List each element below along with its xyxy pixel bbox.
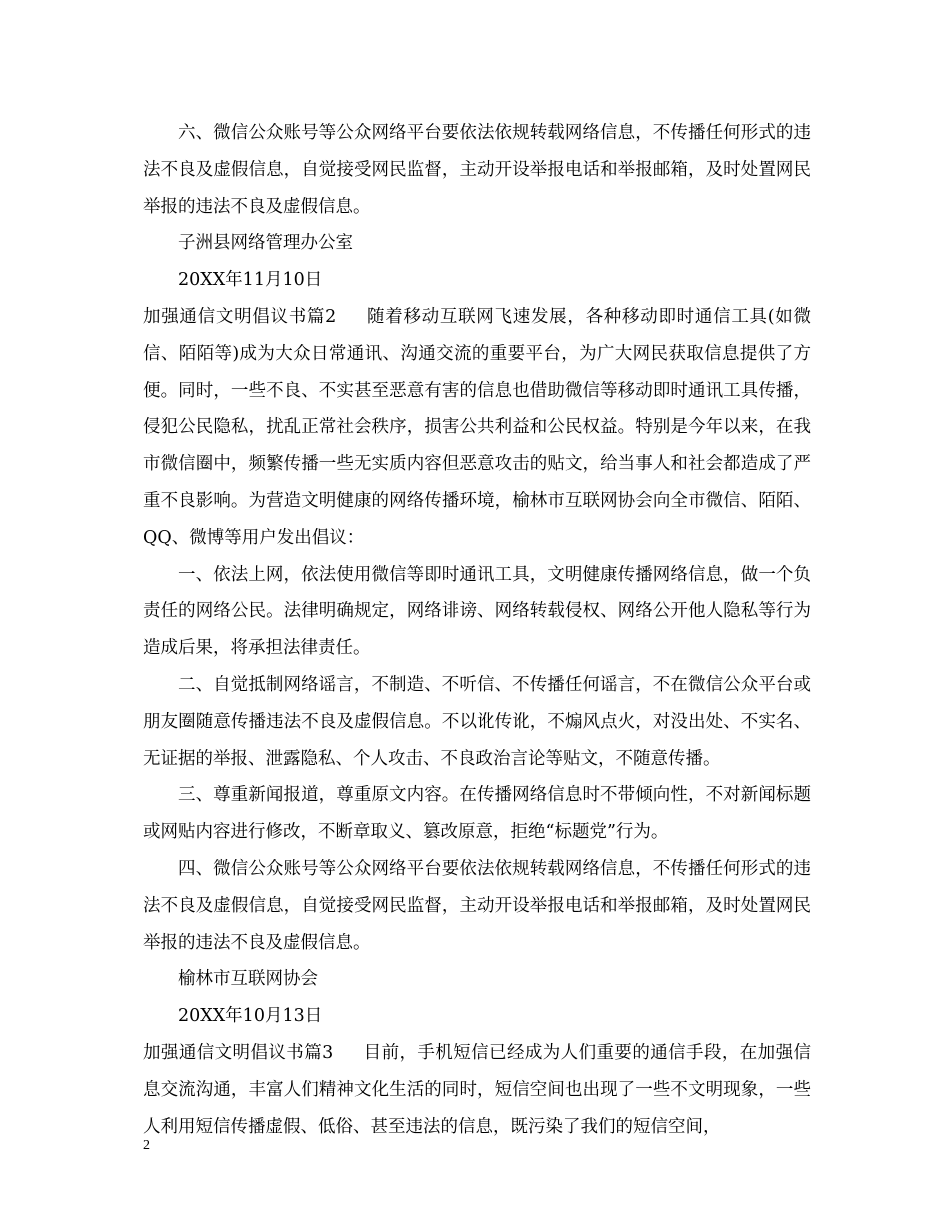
section-2-paragraph [143,299,811,557]
paragraph-item-3: 三、尊重新闻报道，尊重原文内容。在传播网络信息时不带倾向性，不对新闻标题或网贴内容进行修改，不断章取义、篡改原意，拒绝“标题党”行为。 [143,785,811,843]
date-line: 20XX年10月13日 [178,1006,323,1027]
section-heading: 加强通信文明倡议书篇2 [143,306,337,327]
paragraph-item-1: 一、依法上网，依法使用微信等即时通讯工具，文明健康传播网络信息，做一个负责任的网络公民。法律明确规定，网络诽谤、网络转载侵权、网络公开他人隐私等行为造成后果，将承担法律责任。 [143,564,811,659]
section-intro: 目前，手机短信已经成为人们重要的通信手段，在加强信息交流沟通，丰富人们精神文化生活的同时，短信空间也出现了一些不文明现象，一些人利用短信传播虚假、低俗、甚至违法的信息，既污染了我们的短信空间， [143,1042,812,1137]
signature-association: 榆林市互联网协会 [178,969,318,990]
paragraph-item-4: 四、微信公众账号等公众网络平台要依法依规转载网络信息，不传播任何形式的违法不良及虚假信息，自觉接受网民监督，主动开设举报电话和举报邮箱，及时处置网民举报的违法不良及虚假信息。 [143,858,811,953]
paragraph-item-2: 二、自觉抵制网络谣言，不制造、不听信、不传播任何谣言，不在微信公众平台或朋友圈随意传播违法不良及虚假信息。不以讹传讹，不煽风点火，对没出处、不实名、无证据的举报、泄露隐私、个人攻击、不良政治言论等贴文，不随意传播。 [143,674,811,769]
page-number: 2 [143,1138,150,1153]
signature-office: 子洲县网络管理办公室 [178,233,353,254]
date-line: 20XX年11月10日 [178,270,323,291]
document-body [143,115,811,1145]
section-3-paragraph [143,1035,811,1145]
section-intro: 随着移动互联网飞速发展，各种移动即时通信工具(如微信、陌陌等)成为大众日常通讯、沟通交流的重要平台，为广大网民获取信息提供了方便。同时，一些不良、不实甚至恶意有害的信息也借助微信等移动即时通讯工具传播，侵犯公民隐私，扰乱正常社会秩序，损害公共利益和公民权益。特别是今年以来，在我市微信圈中，频繁传播一些无实质内容但恶意攻击的贴文，给当事人和社会都造成了严重不良影响。为营造文明健康的网络传播环境，榆林市互联网协会向全市微信、陌陌、QQ、微博等用户发出倡议： [143,306,812,548]
section-heading: 加强通信文明倡议书篇3 [143,1042,334,1063]
paragraph-item-6: 六、微信公众账号等公众网络平台要依法依规转载网络信息，不传播任何形式的违法不良及虚假信息，自觉接受网民监督，主动开设举报电话和举报邮箱，及时处置网民举报的违法不良及虚假信息。 [143,123,811,217]
